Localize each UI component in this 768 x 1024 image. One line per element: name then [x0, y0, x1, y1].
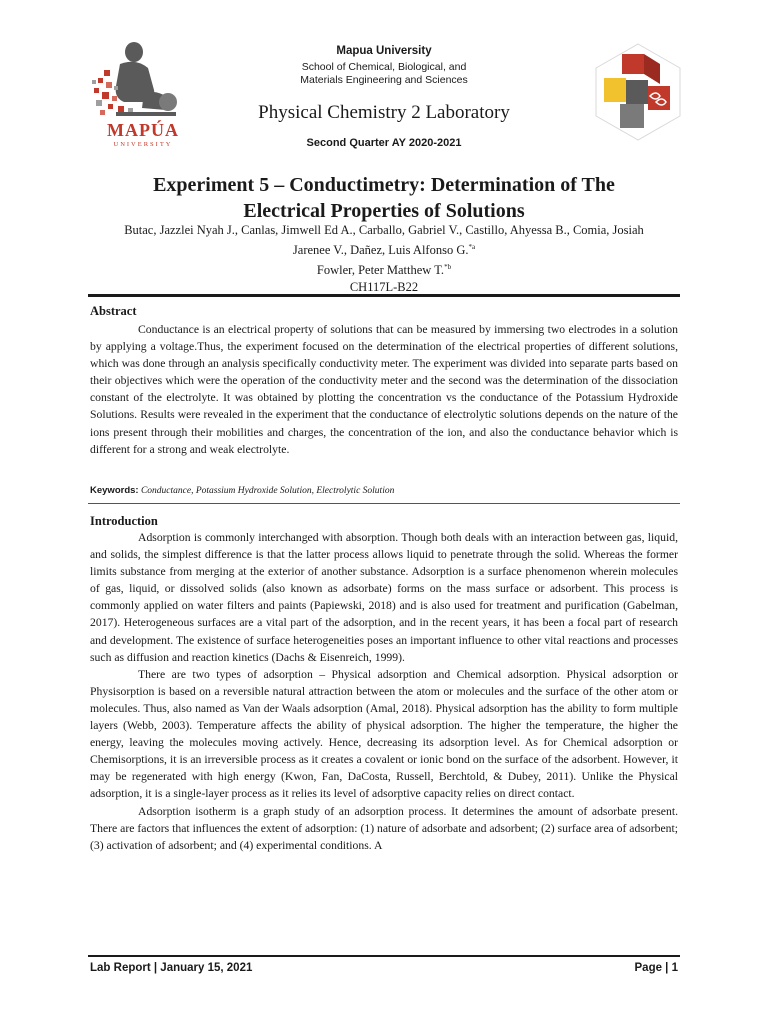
introduction-paragraph-1: Adsorption is commonly interchanged with absorption. Though both deals with an interaction between gas, liquid, and solids, the simplest difference is that the latter process allows liquid to penetrate through the solid. Whereas the former limits substance from merging at the exterior of another substance. Adsorption is a surface phenomenon wherein molecules of gas, liquid, or dissolved solids (also known as adsorbate) forms on the mass surface or adsorbent. This process is commonly applied on water filters and paints (Papiewski, 2018) and is also used for treatment and purification (Gabelman, 2017). Heterogeneous surfaces are a vital part of the adsorption, and in the recent years, it has been a focal part of research and development. The existence of surface heterogeneities poses an important influence to other vital reactions and processes such as diffusion and reaction kinetics (Dachs & Eisenreich, 1999). — [90, 531, 678, 664]
mapua-logo — [84, 40, 200, 156]
school-line-1: School of Chemical, Biological, and — [301, 61, 467, 73]
footer-divider — [88, 955, 680, 957]
authors-line-3 — [88, 259, 680, 279]
header-divider — [88, 294, 680, 297]
department-logo — [586, 40, 690, 144]
experiment-title-line-2: Electrical Properties of Solutions — [243, 200, 525, 222]
introduction-body — [90, 529, 678, 854]
experiment-title-line-1: Experiment 5 – Conductimetry: Determination of The — [153, 174, 615, 196]
university-name: Mapua University — [336, 45, 432, 57]
authors-line-2-text: Jarenee V., Dañez, Luis Alfonso G. — [292, 243, 469, 258]
mapua-logo-text: MAPÚA — [107, 120, 179, 140]
author-mark-b: *b — [444, 263, 452, 272]
course-section: CH117L-B22 — [349, 280, 419, 295]
school-line-2: Materials Engineering and Sciences — [300, 74, 468, 86]
footer-page-number: Page | 1 — [634, 962, 678, 974]
footer-report-date: Lab Report | January 15, 2021 — [90, 962, 253, 974]
authors-line-2 — [88, 239, 680, 259]
authors-line-3-text: Fowler, Peter Matthew T. — [316, 263, 445, 278]
keywords-label: Keywords: — [90, 485, 139, 496]
keywords-divider — [88, 503, 680, 504]
keywords-value: Conductance, Potassium Hydroxide Solution, Electrolytic Solution — [140, 486, 395, 496]
abstract-body — [90, 321, 678, 458]
author-mark-a: *a — [468, 243, 476, 251]
authors-line-1: Butac, Jazzlei Nyah J., Canlas, Jimwell Ed A., Carballo, Gabriel V., Castillo, Ahyessa B., Comia, Josiah — [124, 223, 644, 237]
introduction-paragraph-3: Adsorption isotherm is a graph study of an adsorption process. It determines the amount of adsorbate present. There are factors that influences the extent of adsorption: (1) nature of adsorbate and adsorbent; (2) surface area of adsorbent; (3) activation of adsorbent; and (4) experimental conditions. A — [90, 804, 678, 852]
abstract-paragraph: Conductance is an electrical property of solutions that can be measured by immersing two electrodes in a solution by applying a voltage.Thus, the experiment focused on the determination of the electrical properties of different solutions, which was done through an analysis specifically conductivity meter. The experiment was divided into separate parts based on their objectives which were the operation of the conductivity meter and the second was the determination of the dissociation constant of the electrolyte. It was obtained by plotting the concentration vs the conductance of the Potassium Hydroxide Solutions. Results were revealed in the experiment that the conductance of electrolytic solutions depends on the nature of the ions present through their mobilities and charges, the concentration of the ion, and also the conductance behavior which is different for a strong and weak electrolyte. — [90, 323, 678, 456]
mapua-logo-subtext: UNIVERSITY — [113, 141, 173, 148]
quarter-label: Second Quarter AY 2020-2021 — [306, 137, 462, 149]
introduction-paragraph-2: There are two types of adsorption – Physical adsorption and Chemical adsorption. Physical adsorption or Physisorption is based on a reversible natural attraction between the atom or molecules and the surface of the other atom or molecules. Thus, also named as Van der Waals adsorption (Amal, 2018). Physical adsorption has the ability to form multiple layers (Webb, 2003). Temperature affects the ability of physical adsorption. The higher the temperature, the higher the energy, leaving the molecules moving actively. Hence, decreasing its adsorption level. As for Chemical adsorption or Chemisorptions, it is an irreversible process as it creates a covalent or ionic bond on the surface of the adsorbent. However, it may be regenerated with high energy (Kwon, Fan, DaCosta, Russell, Berchtold, & Dubey, 2011). Unlike the Physical adsorption, it is a single-layer process as it relies its level of adsorptive capacity relies on direct contact. — [90, 667, 678, 801]
experiment-title — [90, 172, 678, 224]
keywords — [90, 485, 394, 496]
introduction-heading: Introduction — [90, 514, 158, 528]
lab-title: Physical Chemistry 2 Laboratory — [258, 102, 510, 123]
abstract-heading: Abstract — [90, 304, 137, 318]
author-list — [88, 222, 680, 296]
school-name — [240, 61, 528, 87]
